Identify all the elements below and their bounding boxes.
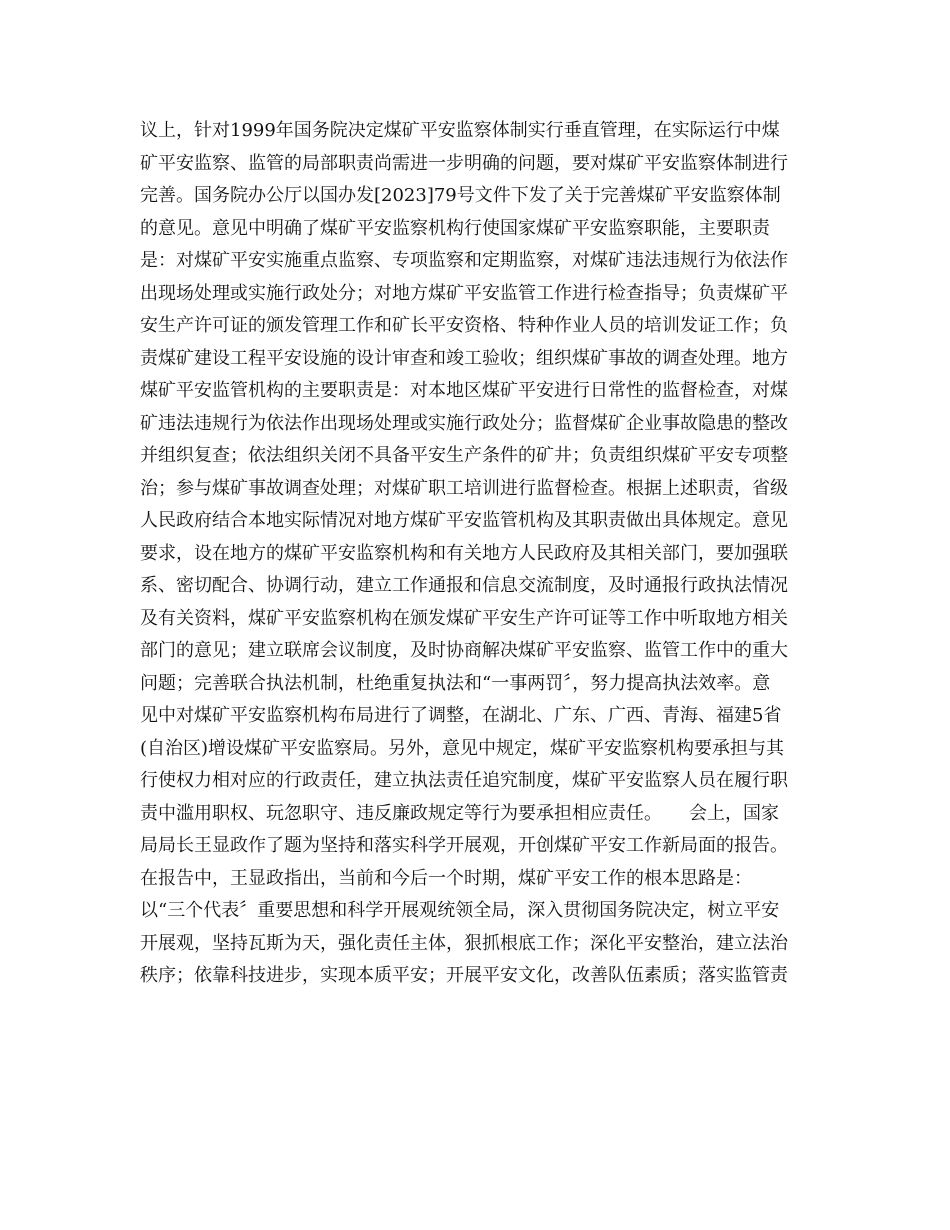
text-line: 责中滥用职权、玩忽职守、违反廉政规定等行为要承担相应责任。 会上，国家 bbox=[140, 802, 779, 824]
body-text bbox=[140, 115, 820, 993]
text-line: 并组织复查；依法组织关闭不具备平安生产条件的矿井；负责组织煤矿平安专项整 bbox=[140, 445, 788, 466]
text-line: 矿平安监察、监管的局部职责尚需进一步明确的问题，要对煤矿平安监察体制进行 bbox=[140, 152, 788, 174]
text-line: 开展观，坚持瓦斯为天，强化责任主体，狠抓根底工作；深化平安整治，建立法治 bbox=[140, 932, 788, 954]
text-line: 安生产许可证的颁发管理工作和矿长平安资格、特种作业人员的培训发证工作；负 bbox=[140, 315, 788, 336]
text-line: 秩序；依靠科技进步，实现本质平安；开展平安文化，改善队伍素质；落实监管责 bbox=[140, 965, 788, 986]
text-line: 的意见。意见中明确了煤矿平安监察机构行使国家煤矿平安监察职能，主要职责 bbox=[140, 217, 770, 239]
text-line: 完善。国务院办公厅以国办发[2023]79号文件下发了关于完善煤矿平安监察体制 bbox=[140, 185, 781, 206]
text-line: 是：对煤矿平安实施重点监察、专项监察和定期监察，对煤矿违法违规行为依法作 bbox=[140, 250, 788, 271]
text-line: 责煤矿建设工程平安设施的设计审查和竣工验收；组织煤矿事故的调查处理。地方 bbox=[140, 347, 788, 369]
text-line: 矿违法违规行为依法作出现场处理或实施行政处分；监督煤矿企业事故隐患的整改 bbox=[140, 412, 788, 434]
text-line: 要求，设在地方的煤矿平安监察机构和有关地方人民政府及其相关部门，要加强联 bbox=[140, 542, 788, 564]
text-line: 在报告中，王显政指出，当前和今后一个时期，煤矿平安工作的根本思路是： bbox=[140, 867, 752, 889]
text-line: 见中对煤矿平安监察机构布局进行了调整，在湖北、广东、广西、青海、福建5省 bbox=[140, 705, 782, 726]
text-line: 治；参与煤矿事故调查处理；对煤矿职工培训进行监督检查。根据上述职责，省级 bbox=[140, 477, 788, 499]
text-line: 问题；完善联合执法机制，杜绝重复执法和“一事两罚〞，努力提高执法效率。意 bbox=[140, 672, 771, 694]
text-line: 及有关资料，煤矿平安监察机构在颁发煤矿平安生产许可证等工作中听取地方相关 bbox=[140, 607, 788, 629]
text-line: (自治区)增设煤矿平安监察局。另外，意见中规定，煤矿平安监察机构要承担与其 bbox=[140, 737, 785, 759]
text-line: 以“三个代表〞重要思想和科学开展观统领全局，深入贯彻国务院决定，树立平安 bbox=[140, 900, 780, 921]
text-line: 煤矿平安监管机构的主要职责是：对本地区煤矿平安进行日常性的监督检查，对煤 bbox=[140, 380, 788, 401]
text-line: 局局长王显政作了题为坚持和落实科学开展观，开创煤矿平安工作新局面的报告。 bbox=[140, 835, 788, 856]
text-line: 议上，针对1999年国务院决定煤矿平安监察体制实行垂直管理，在实际运行中煤 bbox=[140, 120, 780, 141]
text-line: 出现场处理或实施行政处分；对地方煤矿平安监管工作进行检查指导；负责煤矿平 bbox=[140, 282, 788, 304]
text-line: 部门的意见；建立联席会议制度，及时协商解决煤矿平安监察、监管工作中的重大 bbox=[140, 640, 788, 661]
text-line: 系、密切配合、协调行动，建立工作通报和信息交流制度，及时通报行政执法情况 bbox=[140, 575, 788, 596]
text-line: 人民政府结合本地实际情况对地方煤矿平安监管机构及其职责做出具体规定。意见 bbox=[140, 510, 788, 531]
text-line: 行使权力相对应的行政责任，建立执法责任追究制度，煤矿平安监察人员在履行职 bbox=[140, 770, 788, 791]
